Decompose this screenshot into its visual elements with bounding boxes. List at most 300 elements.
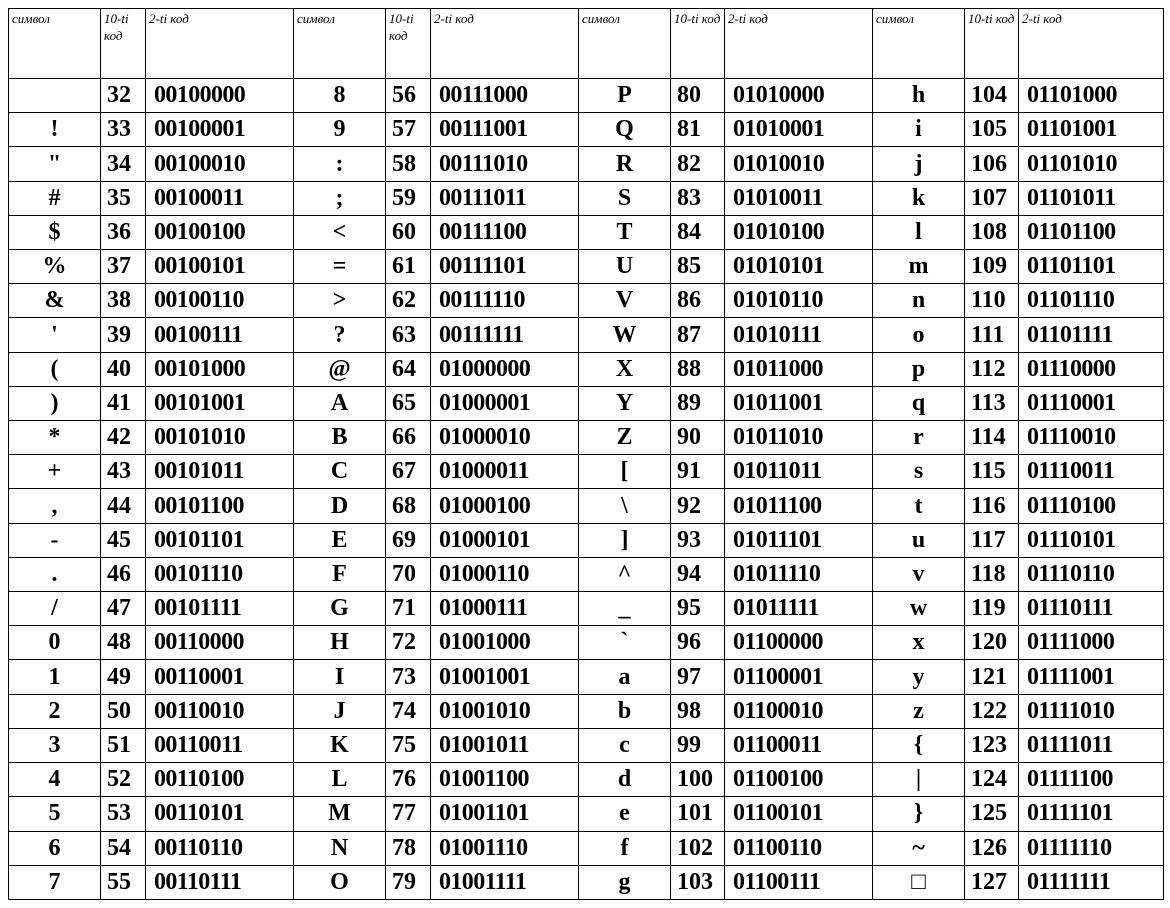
symbol-cell: b <box>579 694 671 728</box>
symbol-cell: N <box>294 831 386 865</box>
header-binary: 2-ti код <box>725 9 873 79</box>
binary-code-cell: 00100000 <box>146 79 294 113</box>
table-row <box>9 421 1164 455</box>
decimal-code-cell: 104 <box>965 79 1019 113</box>
decimal-code-cell: 76 <box>386 763 431 797</box>
decimal-code-cell: 59 <box>386 181 431 215</box>
decimal-code-cell: 53 <box>101 797 146 831</box>
decimal-code-cell: 103 <box>671 865 725 899</box>
symbol-cell: U <box>579 250 671 284</box>
symbol-cell: 3 <box>9 728 101 762</box>
binary-code-cell: 00110010 <box>146 694 294 728</box>
decimal-code-cell: 50 <box>101 694 146 728</box>
decimal-code-cell: 81 <box>671 113 725 147</box>
binary-code-cell: 01001010 <box>431 694 579 728</box>
symbol-cell: r <box>873 421 965 455</box>
binary-code-cell: 00100101 <box>146 250 294 284</box>
symbol-cell: S <box>579 181 671 215</box>
symbol-cell: h <box>873 79 965 113</box>
binary-code-cell: 01010101 <box>725 250 873 284</box>
binary-code-cell: 01111101 <box>1019 797 1164 831</box>
table-row <box>9 318 1164 352</box>
decimal-code-cell: 37 <box>101 250 146 284</box>
binary-code-cell: 01001011 <box>431 728 579 762</box>
decimal-code-cell: 109 <box>965 250 1019 284</box>
decimal-code-cell: 47 <box>101 592 146 626</box>
decimal-code-cell: 113 <box>965 386 1019 420</box>
symbol-cell: x <box>873 626 965 660</box>
symbol-cell: P <box>579 79 671 113</box>
symbol-cell: □ <box>873 865 965 899</box>
decimal-code-cell: 70 <box>386 557 431 591</box>
symbol-cell: = <box>294 250 386 284</box>
decimal-code-cell: 74 <box>386 694 431 728</box>
binary-code-cell: 01010001 <box>725 113 873 147</box>
header-symbol: символ <box>294 9 386 79</box>
binary-code-cell: 01011110 <box>725 557 873 591</box>
symbol-cell: . <box>9 557 101 591</box>
decimal-code-cell: 89 <box>671 386 725 420</box>
decimal-code-cell: 123 <box>965 728 1019 762</box>
decimal-code-cell: 40 <box>101 352 146 386</box>
binary-code-cell: 00111101 <box>431 250 579 284</box>
binary-code-cell: 00110101 <box>146 797 294 831</box>
decimal-code-cell: 95 <box>671 592 725 626</box>
header-decimal: 10-ti код <box>101 9 146 79</box>
symbol-cell: \ <box>579 489 671 523</box>
symbol-cell: z <box>873 694 965 728</box>
decimal-code-cell: 88 <box>671 352 725 386</box>
binary-code-cell: 00111110 <box>431 284 579 318</box>
decimal-code-cell: 54 <box>101 831 146 865</box>
decimal-code-cell: 38 <box>101 284 146 318</box>
decimal-code-cell: 111 <box>965 318 1019 352</box>
symbol-cell: G <box>294 592 386 626</box>
symbol-cell: u <box>873 523 965 557</box>
symbol-cell: i <box>873 113 965 147</box>
symbol-cell: a <box>579 660 671 694</box>
decimal-code-cell: 101 <box>671 797 725 831</box>
binary-code-cell: 01100011 <box>725 728 873 762</box>
symbol-cell: 9 <box>294 113 386 147</box>
decimal-code-cell: 99 <box>671 728 725 762</box>
binary-code-cell: 00110111 <box>146 865 294 899</box>
symbol-cell: ; <box>294 181 386 215</box>
symbol-cell: # <box>9 181 101 215</box>
decimal-code-cell: 57 <box>386 113 431 147</box>
table-row <box>9 797 1164 831</box>
decimal-code-cell: 68 <box>386 489 431 523</box>
symbol-cell: : <box>294 147 386 181</box>
binary-code-cell: 01110100 <box>1019 489 1164 523</box>
decimal-code-cell: 71 <box>386 592 431 626</box>
binary-code-cell: 01011010 <box>725 421 873 455</box>
symbol-cell: n <box>873 284 965 318</box>
binary-code-cell: 00101111 <box>146 592 294 626</box>
symbol-cell: p <box>873 352 965 386</box>
header-binary: 2-ti код <box>146 9 294 79</box>
symbol-cell: m <box>873 250 965 284</box>
symbol-cell: 5 <box>9 797 101 831</box>
symbol-cell: " <box>9 147 101 181</box>
binary-code-cell: 00100011 <box>146 181 294 215</box>
decimal-code-cell: 86 <box>671 284 725 318</box>
binary-code-cell: 01101011 <box>1019 181 1164 215</box>
symbol-cell: ) <box>9 386 101 420</box>
binary-code-cell: 01111010 <box>1019 694 1164 728</box>
binary-code-cell: 01100110 <box>725 831 873 865</box>
symbol-cell: d <box>579 763 671 797</box>
binary-code-cell: 01011100 <box>725 489 873 523</box>
table-row <box>9 284 1164 318</box>
symbol-cell: D <box>294 489 386 523</box>
binary-code-cell: 01010100 <box>725 215 873 249</box>
binary-code-cell: 00111010 <box>431 147 579 181</box>
decimal-code-cell: 94 <box>671 557 725 591</box>
table-row <box>9 728 1164 762</box>
binary-code-cell: 01011101 <box>725 523 873 557</box>
symbol-cell: ` <box>579 626 671 660</box>
symbol-cell: J <box>294 694 386 728</box>
binary-code-cell: 00110110 <box>146 831 294 865</box>
decimal-code-cell: 34 <box>101 147 146 181</box>
binary-code-cell: 01001001 <box>431 660 579 694</box>
binary-code-cell: 01010110 <box>725 284 873 318</box>
symbol-cell: } <box>873 797 965 831</box>
header-decimal: 10-ti код <box>965 9 1019 79</box>
decimal-code-cell: 35 <box>101 181 146 215</box>
binary-code-cell: 00110001 <box>146 660 294 694</box>
symbol-cell: q <box>873 386 965 420</box>
binary-code-cell: 00101100 <box>146 489 294 523</box>
decimal-code-cell: 121 <box>965 660 1019 694</box>
symbol-cell: ^ <box>579 557 671 591</box>
binary-code-cell: 01001100 <box>431 763 579 797</box>
binary-code-cell: 01010011 <box>725 181 873 215</box>
decimal-code-cell: 90 <box>671 421 725 455</box>
binary-code-cell: 01011001 <box>725 386 873 420</box>
symbol-cell: / <box>9 592 101 626</box>
binary-code-cell: 00100110 <box>146 284 294 318</box>
decimal-code-cell: 77 <box>386 797 431 831</box>
table-row <box>9 113 1164 147</box>
symbol-cell: 7 <box>9 865 101 899</box>
decimal-code-cell: 126 <box>965 831 1019 865</box>
decimal-code-cell: 75 <box>386 728 431 762</box>
header-binary: 2-ti код <box>1019 9 1164 79</box>
decimal-code-cell: 119 <box>965 592 1019 626</box>
binary-code-cell: 01101111 <box>1019 318 1164 352</box>
table-row <box>9 455 1164 489</box>
symbol-cell: 6 <box>9 831 101 865</box>
binary-code-cell: 01010000 <box>725 79 873 113</box>
table-row <box>9 626 1164 660</box>
decimal-code-cell: 124 <box>965 763 1019 797</box>
binary-code-cell: 01011000 <box>725 352 873 386</box>
binary-code-cell: 01010111 <box>725 318 873 352</box>
ascii-code-table <box>8 8 1164 900</box>
binary-code-cell: 01110010 <box>1019 421 1164 455</box>
binary-code-cell: 00110000 <box>146 626 294 660</box>
binary-code-cell: 01111111 <box>1019 865 1164 899</box>
decimal-code-cell: 122 <box>965 694 1019 728</box>
binary-code-cell: 00101011 <box>146 455 294 489</box>
table-row <box>9 147 1164 181</box>
symbol-cell: X <box>579 352 671 386</box>
symbol-cell: ] <box>579 523 671 557</box>
table-row <box>9 215 1164 249</box>
decimal-code-cell: 112 <box>965 352 1019 386</box>
symbol-cell: k <box>873 181 965 215</box>
binary-code-cell: 01011011 <box>725 455 873 489</box>
binary-code-cell: 01111100 <box>1019 763 1164 797</box>
symbol-cell: > <box>294 284 386 318</box>
decimal-code-cell: 106 <box>965 147 1019 181</box>
binary-code-cell: 01000010 <box>431 421 579 455</box>
decimal-code-cell: 91 <box>671 455 725 489</box>
binary-code-cell: 00111011 <box>431 181 579 215</box>
decimal-code-cell: 52 <box>101 763 146 797</box>
decimal-code-cell: 116 <box>965 489 1019 523</box>
decimal-code-cell: 83 <box>671 181 725 215</box>
binary-code-cell: 01000110 <box>431 557 579 591</box>
decimal-code-cell: 105 <box>965 113 1019 147</box>
decimal-code-cell: 107 <box>965 181 1019 215</box>
symbol-cell: V <box>579 284 671 318</box>
decimal-code-cell: 67 <box>386 455 431 489</box>
symbol-cell: + <box>9 455 101 489</box>
binary-code-cell: 01110011 <box>1019 455 1164 489</box>
decimal-code-cell: 102 <box>671 831 725 865</box>
decimal-code-cell: 58 <box>386 147 431 181</box>
decimal-code-cell: 46 <box>101 557 146 591</box>
symbol-cell: v <box>873 557 965 591</box>
symbol-cell: t <box>873 489 965 523</box>
symbol-cell: C <box>294 455 386 489</box>
header-decimal: 10-ti код <box>671 9 725 79</box>
symbol-cell <box>9 79 101 113</box>
symbol-cell: Y <box>579 386 671 420</box>
binary-code-cell: 00100100 <box>146 215 294 249</box>
table-row <box>9 386 1164 420</box>
symbol-cell: $ <box>9 215 101 249</box>
decimal-code-cell: 85 <box>671 250 725 284</box>
binary-code-cell: 00101000 <box>146 352 294 386</box>
decimal-code-cell: 48 <box>101 626 146 660</box>
decimal-code-cell: 100 <box>671 763 725 797</box>
decimal-code-cell: 93 <box>671 523 725 557</box>
binary-code-cell: 01110111 <box>1019 592 1164 626</box>
symbol-cell: F <box>294 557 386 591</box>
decimal-code-cell: 41 <box>101 386 146 420</box>
table-row <box>9 660 1164 694</box>
table-row <box>9 352 1164 386</box>
symbol-cell: f <box>579 831 671 865</box>
header-row <box>9 9 1164 79</box>
symbol-cell: W <box>579 318 671 352</box>
symbol-cell: c <box>579 728 671 762</box>
decimal-code-cell: 60 <box>386 215 431 249</box>
binary-code-cell: 01100100 <box>725 763 873 797</box>
header-symbol: символ <box>579 9 671 79</box>
binary-code-cell: 01001110 <box>431 831 579 865</box>
symbol-cell: ! <box>9 113 101 147</box>
binary-code-cell: 01101100 <box>1019 215 1164 249</box>
decimal-code-cell: 98 <box>671 694 725 728</box>
binary-code-cell: 01001111 <box>431 865 579 899</box>
decimal-code-cell: 33 <box>101 113 146 147</box>
binary-code-cell: 00111100 <box>431 215 579 249</box>
symbol-cell: M <box>294 797 386 831</box>
decimal-code-cell: 110 <box>965 284 1019 318</box>
symbol-cell: 4 <box>9 763 101 797</box>
decimal-code-cell: 127 <box>965 865 1019 899</box>
symbol-cell: < <box>294 215 386 249</box>
binary-code-cell: 00100010 <box>146 147 294 181</box>
table-row <box>9 523 1164 557</box>
decimal-code-cell: 65 <box>386 386 431 420</box>
decimal-code-cell: 62 <box>386 284 431 318</box>
symbol-cell: w <box>873 592 965 626</box>
symbol-cell: O <box>294 865 386 899</box>
decimal-code-cell: 55 <box>101 865 146 899</box>
binary-code-cell: 00111001 <box>431 113 579 147</box>
table-row <box>9 79 1164 113</box>
decimal-code-cell: 97 <box>671 660 725 694</box>
decimal-code-cell: 69 <box>386 523 431 557</box>
symbol-cell: o <box>873 318 965 352</box>
binary-code-cell: 01001101 <box>431 797 579 831</box>
decimal-code-cell: 79 <box>386 865 431 899</box>
table-row <box>9 865 1164 899</box>
decimal-code-cell: 36 <box>101 215 146 249</box>
binary-code-cell: 00100001 <box>146 113 294 147</box>
symbol-cell: 2 <box>9 694 101 728</box>
symbol-cell: R <box>579 147 671 181</box>
binary-code-cell: 01100111 <box>725 865 873 899</box>
decimal-code-cell: 115 <box>965 455 1019 489</box>
decimal-code-cell: 39 <box>101 318 146 352</box>
binary-code-cell: 01111011 <box>1019 728 1164 762</box>
decimal-code-cell: 42 <box>101 421 146 455</box>
binary-code-cell: 01101110 <box>1019 284 1164 318</box>
decimal-code-cell: 114 <box>965 421 1019 455</box>
binary-code-cell: 01100010 <box>725 694 873 728</box>
binary-code-cell: 01000011 <box>431 455 579 489</box>
decimal-code-cell: 80 <box>671 79 725 113</box>
decimal-code-cell: 44 <box>101 489 146 523</box>
binary-code-cell: 01000001 <box>431 386 579 420</box>
symbol-cell: - <box>9 523 101 557</box>
symbol-cell: K <box>294 728 386 762</box>
binary-code-cell: 01001000 <box>431 626 579 660</box>
symbol-cell: Z <box>579 421 671 455</box>
decimal-code-cell: 56 <box>386 79 431 113</box>
symbol-cell: ' <box>9 318 101 352</box>
decimal-code-cell: 73 <box>386 660 431 694</box>
decimal-code-cell: 118 <box>965 557 1019 591</box>
binary-code-cell: 01111110 <box>1019 831 1164 865</box>
symbol-cell: , <box>9 489 101 523</box>
decimal-code-cell: 72 <box>386 626 431 660</box>
symbol-cell: { <box>873 728 965 762</box>
binary-code-cell: 01100000 <box>725 626 873 660</box>
symbol-cell: A <box>294 386 386 420</box>
symbol-cell: 1 <box>9 660 101 694</box>
decimal-code-cell: 63 <box>386 318 431 352</box>
symbol-cell: B <box>294 421 386 455</box>
binary-code-cell: 00111111 <box>431 318 579 352</box>
decimal-code-cell: 92 <box>671 489 725 523</box>
symbol-cell: s <box>873 455 965 489</box>
table-row <box>9 557 1164 591</box>
binary-code-cell: 01110001 <box>1019 386 1164 420</box>
symbol-cell: ? <box>294 318 386 352</box>
symbol-cell: j <box>873 147 965 181</box>
binary-code-cell: 01101010 <box>1019 147 1164 181</box>
symbol-cell: T <box>579 215 671 249</box>
decimal-code-cell: 64 <box>386 352 431 386</box>
binary-code-cell: 00101110 <box>146 557 294 591</box>
decimal-code-cell: 87 <box>671 318 725 352</box>
header-symbol: символ <box>873 9 965 79</box>
binary-code-cell: 01000100 <box>431 489 579 523</box>
binary-code-cell: 01110110 <box>1019 557 1164 591</box>
table-row <box>9 489 1164 523</box>
header-decimal: 10-ti код <box>386 9 431 79</box>
decimal-code-cell: 51 <box>101 728 146 762</box>
decimal-code-cell: 32 <box>101 79 146 113</box>
table-row <box>9 592 1164 626</box>
symbol-cell: l <box>873 215 965 249</box>
decimal-code-cell: 84 <box>671 215 725 249</box>
symbol-cell: g <box>579 865 671 899</box>
binary-code-cell: 00101001 <box>146 386 294 420</box>
symbol-cell: 0 <box>9 626 101 660</box>
binary-code-cell: 01000000 <box>431 352 579 386</box>
decimal-code-cell: 61 <box>386 250 431 284</box>
binary-code-cell: 01100001 <box>725 660 873 694</box>
binary-code-cell: 01000111 <box>431 592 579 626</box>
decimal-code-cell: 78 <box>386 831 431 865</box>
symbol-cell: L <box>294 763 386 797</box>
binary-code-cell: 00111000 <box>431 79 579 113</box>
decimal-code-cell: 82 <box>671 147 725 181</box>
binary-code-cell: 01110101 <box>1019 523 1164 557</box>
symbol-cell: H <box>294 626 386 660</box>
symbol-cell: ~ <box>873 831 965 865</box>
table-row <box>9 181 1164 215</box>
binary-code-cell: 01100101 <box>725 797 873 831</box>
binary-code-cell: 01101000 <box>1019 79 1164 113</box>
binary-code-cell: 01010010 <box>725 147 873 181</box>
binary-code-cell: 01111001 <box>1019 660 1164 694</box>
symbol-cell: @ <box>294 352 386 386</box>
binary-code-cell: 01111000 <box>1019 626 1164 660</box>
table-row <box>9 694 1164 728</box>
decimal-code-cell: 108 <box>965 215 1019 249</box>
table-row <box>9 250 1164 284</box>
symbol-cell: _ <box>579 592 671 626</box>
binary-code-cell: 01101001 <box>1019 113 1164 147</box>
decimal-code-cell: 96 <box>671 626 725 660</box>
symbol-cell: % <box>9 250 101 284</box>
binary-code-cell: 01110000 <box>1019 352 1164 386</box>
symbol-cell: ( <box>9 352 101 386</box>
symbol-cell: * <box>9 421 101 455</box>
binary-code-cell: 00110011 <box>146 728 294 762</box>
symbol-cell: & <box>9 284 101 318</box>
